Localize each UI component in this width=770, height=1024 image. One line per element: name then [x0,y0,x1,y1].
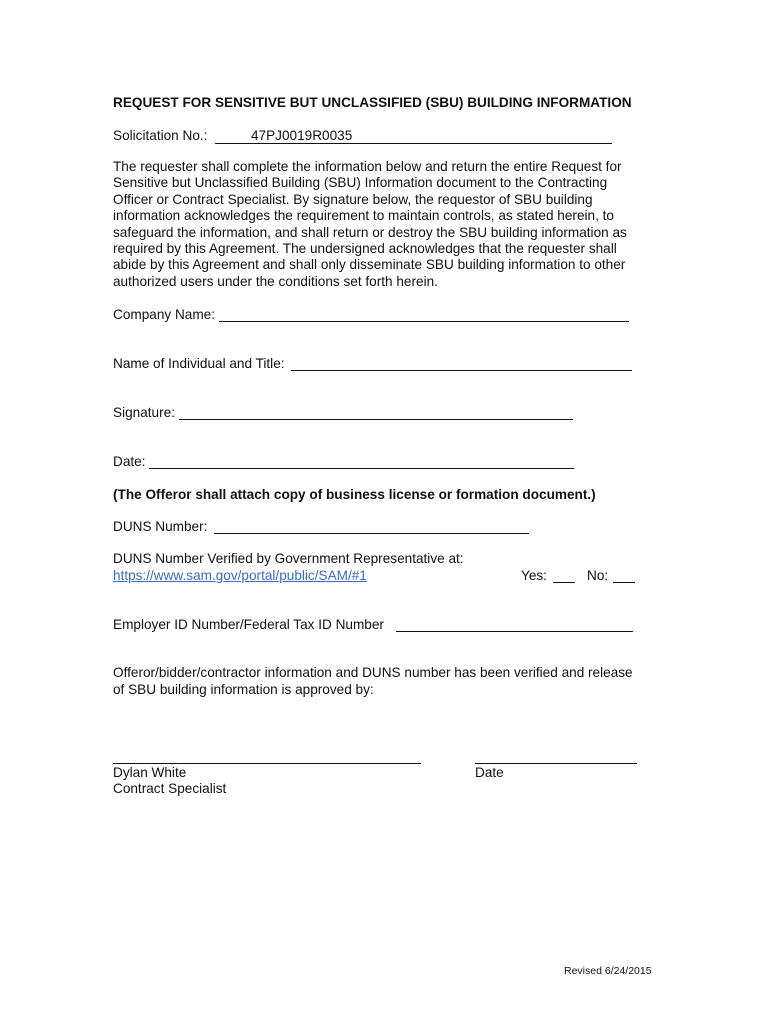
revision-footer: Revised 6/24/2015 [564,965,652,977]
intro-line: safeguard the information, and shall return or destroy the SBU building information as [113,224,627,240]
approver-name: Dylan White [113,765,187,780]
employer-id-field[interactable] [396,631,633,632]
verification-line: Offeror/bidder/contractor information and DUNS number has been verified and release [113,665,633,680]
sam-link[interactable]: https://www.sam.gov/portal/public/SAM/#1 [113,568,367,583]
intro-line: abide by this Agreement and shall only disseminate SBU building information to other [113,257,626,273]
yes-field[interactable] [553,582,575,583]
solicitation-label: Solicitation No.: [113,128,208,143]
company-name-label: Company Name: [113,307,215,322]
individual-name-title-field[interactable] [291,370,632,371]
intro-line: authorized users under the conditions set forth herein. [113,273,438,289]
company-name-field[interactable] [219,321,629,322]
individual-name-title-label: Name of Individual and Title: [113,356,285,371]
intro-line: Officer or Contract Specialist. By signature below, the requestor of SBU building [113,191,593,207]
date-label: Date: [113,454,146,469]
approver-title: Contract Specialist [113,781,227,796]
offeror-attachment-note: (The Offeror shall attach copy of business license or formation document.) [113,487,596,502]
date-field[interactable] [149,468,574,469]
no-field[interactable] [613,582,635,583]
signature-field[interactable] [179,419,573,420]
signature-label: Signature: [113,405,175,420]
duns-verified-label: DUNS Number Verified by Government Representative at: [113,551,464,566]
approver-date-label: Date [475,765,504,780]
duns-number-label: DUNS Number: [113,519,208,534]
duns-number-field[interactable] [214,533,529,534]
solicitation-number: 47PJ0019R0035 [251,128,353,143]
document-title: REQUEST FOR SENSITIVE BUT UNCLASSIFIED (SBU) BUILDING INFORMATION [113,95,632,110]
verification-line: of SBU building information is approved by: [113,682,374,697]
yes-label: Yes: [521,568,547,583]
employer-id-label: Employer ID Number/Federal Tax ID Number [113,617,384,632]
intro-line: required by this Agreement. The undersigned acknowledges that the requester shall [113,241,617,257]
intro-paragraph [113,159,653,290]
approver-signature-line[interactable] [113,763,421,764]
intro-line: information acknowledges the requirement to maintain controls, as stated herein, to [113,208,614,224]
no-label: No: [587,568,609,583]
intro-line: The requester shall complete the information below and return the entire Request for [113,159,622,174]
approver-date-line[interactable] [475,763,637,764]
intro-line: Sensitive but Unclassified Building (SBU) Information document to the Contracting [113,175,608,191]
